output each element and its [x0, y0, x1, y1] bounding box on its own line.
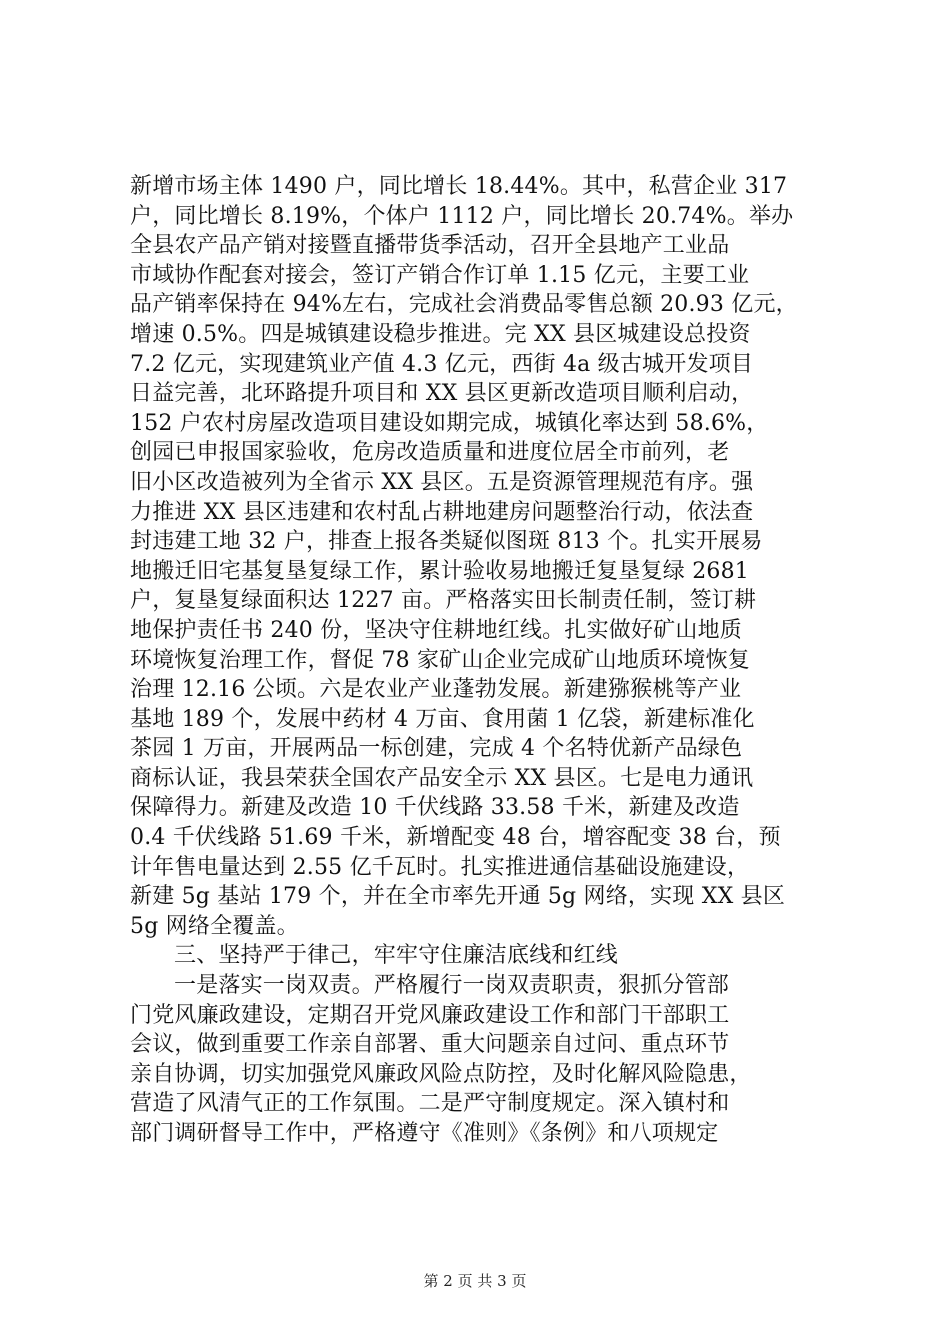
body-line: 一是落实一岗双责。严格履行一岗双责职责，狠抓分管部 — [174, 973, 730, 999]
body-line: 户，同比增长 8.19%，个体户 1112 户，同比增长 20.74%。举办 — [130, 203, 794, 229]
body-line: 地保护责任书 240 份，坚决守住耕地红线。扎实做好矿山地质 — [130, 617, 742, 643]
body-line: 全县农产品产销对接暨直播带货季活动，召开全县地产工业品 — [130, 233, 730, 259]
page-number-label: 第 2 页 共 3 页 — [423, 1272, 527, 1290]
body-line: 营造了风清气正的工作氛围。二是严守制度规定。深入镇村和 — [130, 1091, 730, 1117]
body-line: 茶园 1 万亩，开展两品一标创建，完成 4 个名特优新产品绿色 — [130, 736, 743, 762]
body-line: 会议，做到重要工作亲自部署、重大问题亲自过问、重点环节 — [130, 1032, 730, 1058]
body-line: 基地 189 个，发展中药材 4 万亩、食用菌 1 亿袋，新建标准化 — [130, 706, 755, 732]
body-line: 7.2 亿元，实现建筑业产值 4.3 亿元，西街 4a 级古城开发项目 — [130, 351, 754, 377]
body-line: 户，复垦复绿面积达 1227 亩。严格落实田长制责任制，签订耕 — [130, 588, 757, 614]
body-line: 商标认证，我县荣获全国农产品安全示 XX 县区。七是电力通讯 — [130, 765, 754, 791]
body-line: 152 户农村房屋改造项目建设如期完成，城镇化率达到 58.6%， — [130, 410, 769, 436]
body-line: 市域协作配套对接会，签订产销合作订单 1.15 亿元，主要工业 — [130, 262, 750, 288]
body-line: 品产销率保持在 94%左右，完成社会消费品零售总额 20.93 亿元， — [130, 292, 798, 318]
body-line: 地搬迁旧宅基复垦复绿工作，累计验收易地搬迁复垦复绿 2681 — [130, 558, 749, 584]
body-line: 计年售电量达到 2.55 亿千瓦时。扎实推进通信基础设施建设， — [130, 854, 750, 880]
body-line: 日益完善，北环路提升项目和 XX 县区更新改造项目顺利启动， — [130, 381, 754, 407]
body-line: 亲自协调，切实加强党风廉政风险点防控，及时化解风险隐患， — [130, 1061, 752, 1087]
section-heading: 三、坚持严于律己，牢牢守住廉洁底线和红线 — [174, 943, 619, 969]
body-line: 部门调研督导工作中，严格遵守《准则》《条例》和八项规定 — [130, 1121, 719, 1146]
body-line: 新增市场主体 1490 户，同比增长 18.44%。其中，私营企业 317 — [130, 174, 788, 199]
body-line: 新建 5g 基站 179 个，并在全市率先开通 5g 网络，实现 XX 县区 — [130, 884, 786, 910]
body-line: 创园已申报国家验收，危房改造质量和进度位居全市前列，老 — [130, 440, 730, 466]
body-line: 门党风廉政建设，定期召开党风廉政建设工作和部门干部职工 — [130, 1002, 730, 1028]
body-line: 力推进 XX 县区违建和农村乱占耕地建房问题整治行动，依法查 — [130, 499, 754, 525]
page-footer — [0, 1271, 950, 1291]
document-body — [130, 172, 830, 1149]
body-line: 0.4 千伏线路 51.69 千米，新增配变 48 台，增容配变 38 台，预 — [130, 825, 781, 851]
body-line: 旧小区改造被列为全省示 XX 县区。五是资源管理规范有序。强 — [130, 469, 754, 495]
body-line: 环境恢复治理工作，督促 78 家矿山企业完成矿山地质环境恢复 — [130, 647, 750, 673]
body-line: 增速 0.5%。四是城镇建设稳步推进。完 XX 县区城建设总投资 — [130, 321, 751, 347]
body-line: 封违建工地 32 户，排查上报各类疑似图斑 813 个。扎实开展易 — [130, 529, 763, 555]
body-line: 治理 12.16 公顷。六是农业产业蓬勃发展。新建猕猴桃等产业 — [130, 677, 742, 703]
body-line: 5g 网络全覆盖。 — [130, 913, 299, 939]
body-line: 保障得力。新建及改造 10 千伏线路 33.58 千米，新建及改造 — [130, 795, 740, 821]
